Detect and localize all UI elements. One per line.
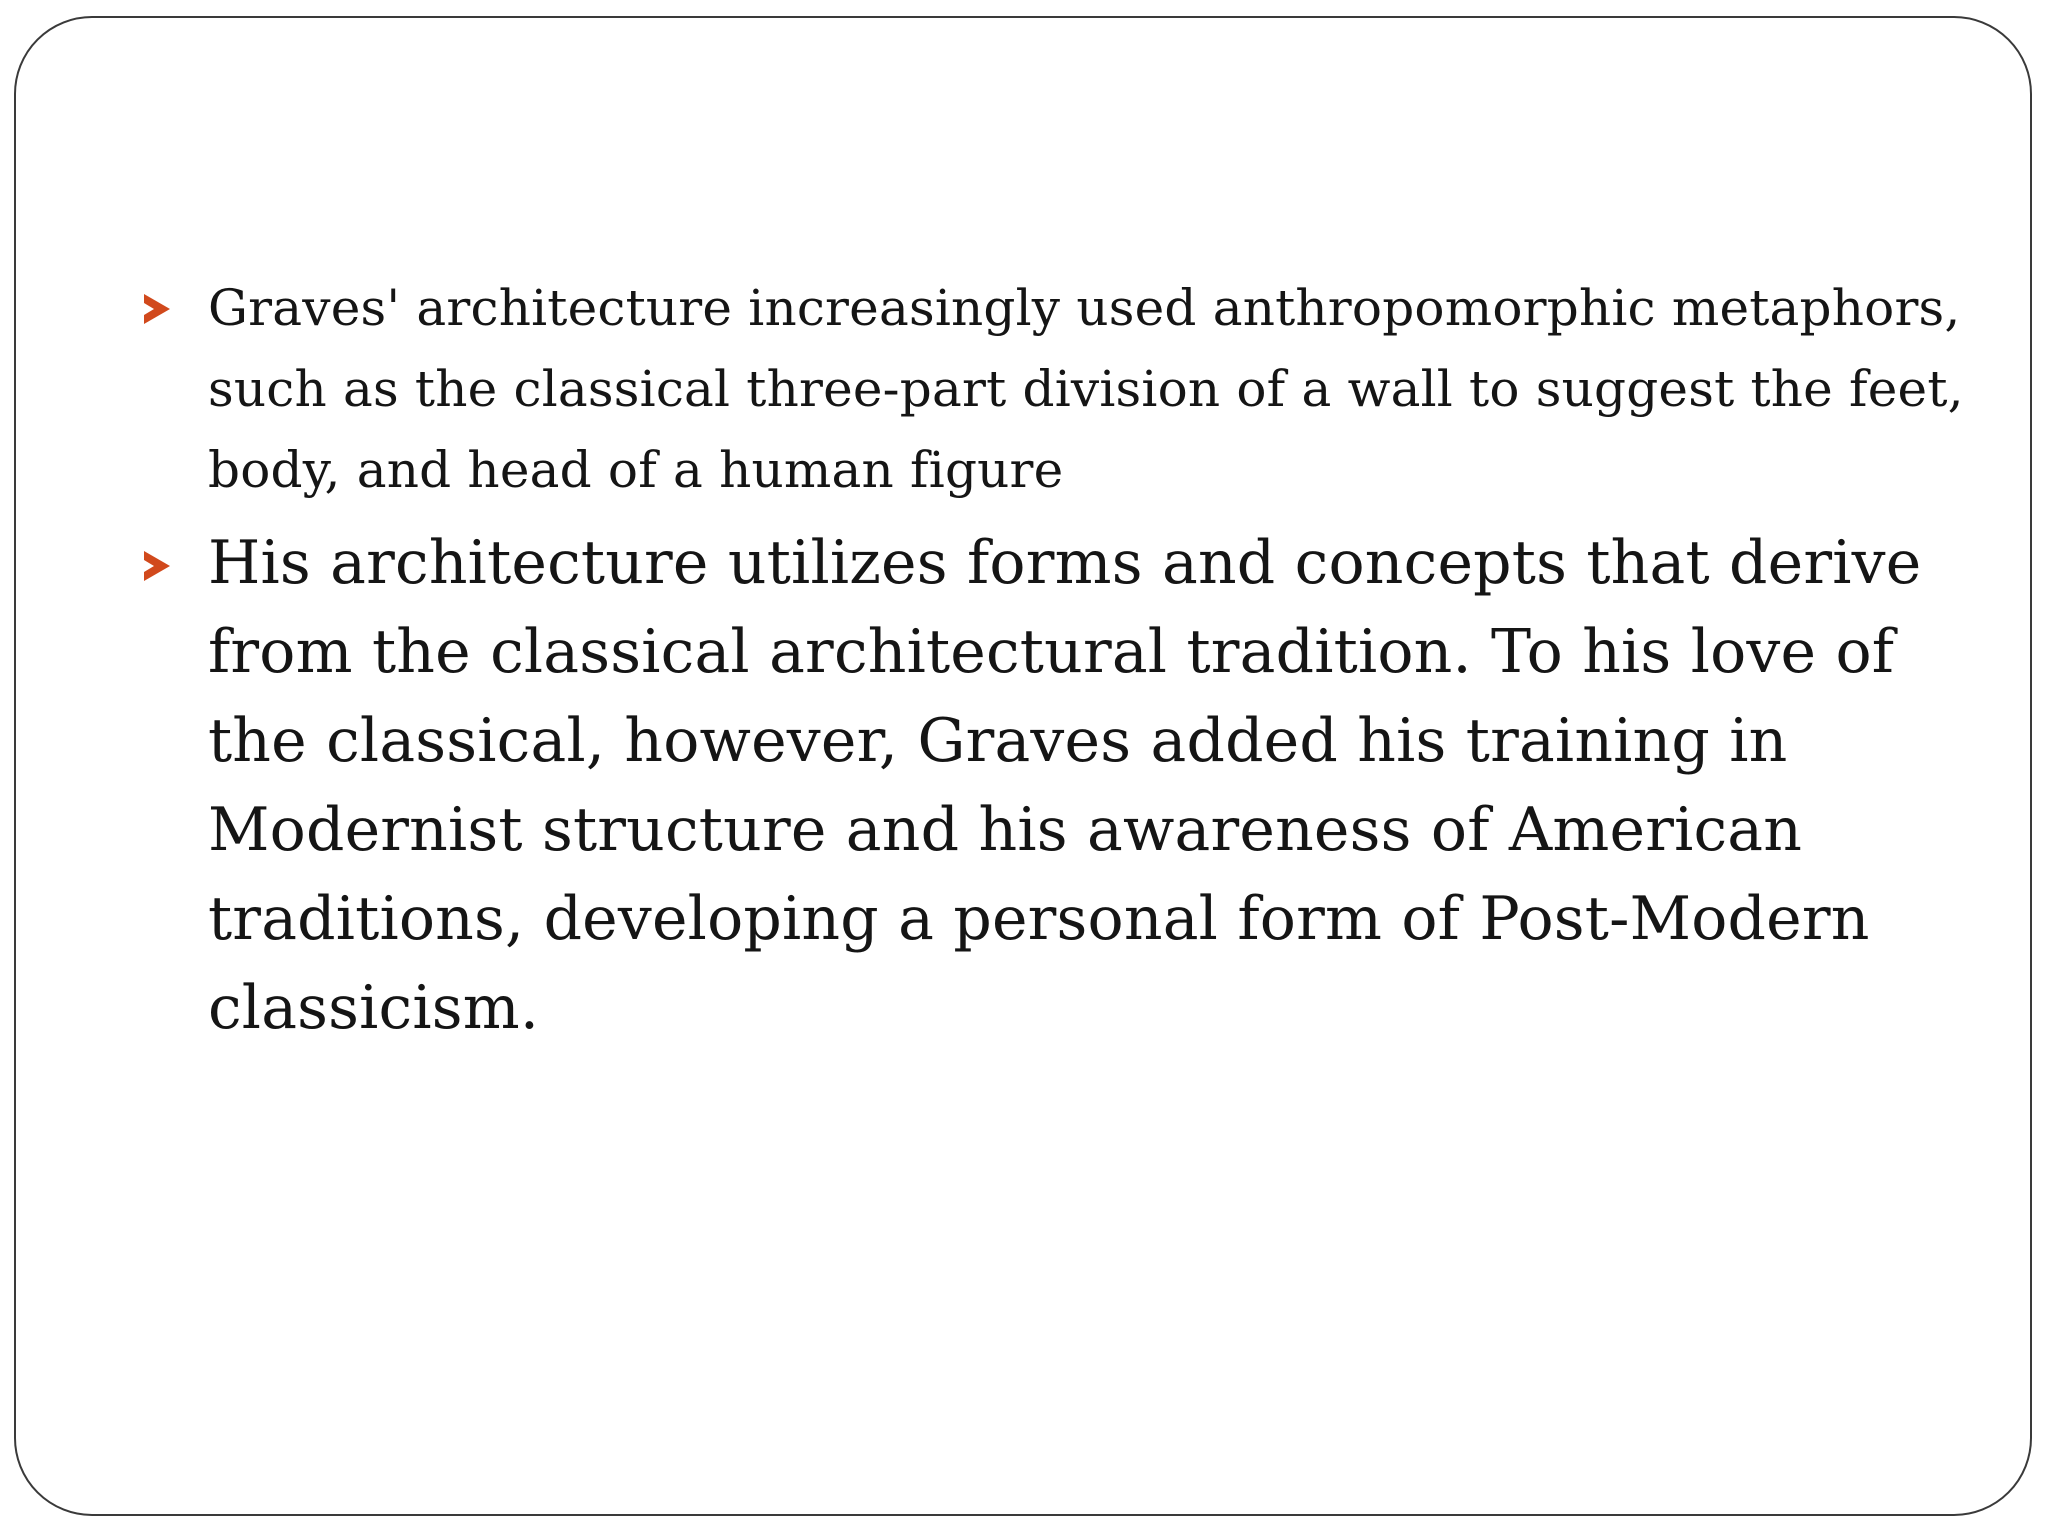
slide-frame [14,16,2032,1516]
arrowhead-bullet-icon [144,551,170,581]
bullet-text: Graves' architecture increasingly used anthropomorphic metaphors, such as the classical three-part division of a wall to suggest the feet, body, and head of a human figure [208,279,1964,499]
arrowhead-bullet-icon [144,294,170,324]
bullet-text: His architecture utilizes forms and concepts that derive from the classical architectural tradition. To his love of the classical, however, Graves added his training in Modernist structure and his awareness of American traditions, developing a personal form of Post-Modern classicism. [208,528,1922,1043]
bullet-item-anthropomorphic [138,268,1968,511]
bullet-item-classical-tradition [138,519,1988,1053]
slide-content [138,268,1964,1053]
